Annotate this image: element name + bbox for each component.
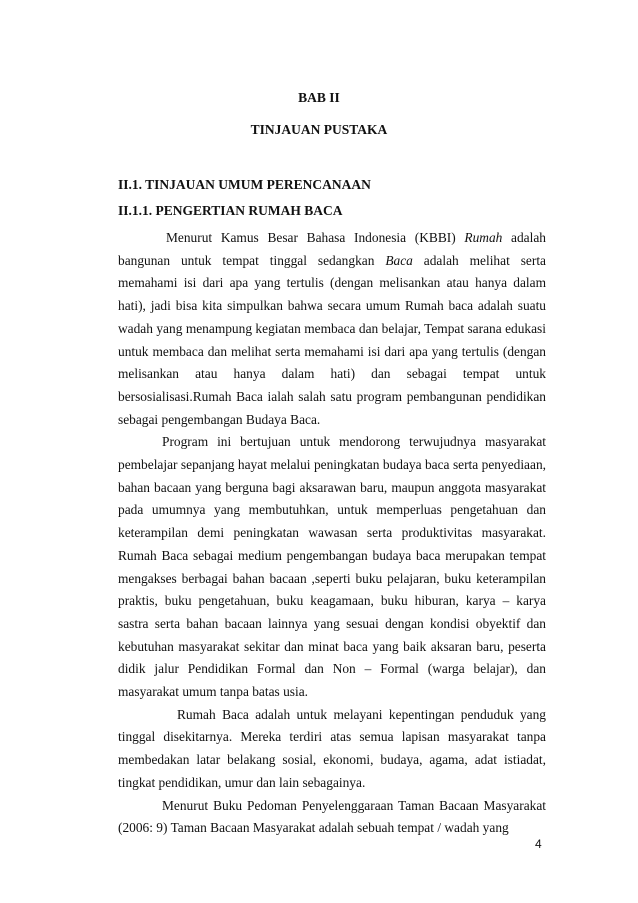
- paragraph-2: Program ini bertujuan untuk mendorong terwujudnya masyarakat pembelajar sepanjang hayat melalui peningkatan budaya baca serta penyediaan, bahan bacaan yang berguna bagi aksarawan baru, maupun anggota masyarakat pada umumnya yang membutuhkan, untuk memperluas pengetahuan dan keterampilan demi peningkatan wawasan serta produktivitas masyarakat. Rumah Baca sebagai medium pengembangan budaya baca merupakan tempat mengakses berbagai bahan bacaan ,seperti buku pelajaran, buku keterampilan praktis, buku pengetahuan, buku keagamaan, buku hiburan, karya – karya sastra serta bahan bacaan lainnya yang sesuai dengan kondisi obyektif dan kebutuhan masyarakat sekitar dan minat baca yang baik aksaran baru, peserta didik jalur Pendidikan Formal dan Non – Formal (warga belajar), dan masyarakat umum tanpa batas usia.: [118, 434, 546, 700]
- page-number: 4: [535, 837, 542, 851]
- term-baca: Baca: [385, 252, 413, 268]
- term-rumah: Rumah: [464, 230, 503, 245]
- subsection-heading: II.1.1. PENGERTIAN RUMAH BACA: [118, 203, 343, 218]
- paragraph-1: Menurut Kamus Besar Bahasa Indonesia (KBBI) Rumah adalah bangunan untuk tempat tinggal sedangkan Baca adalah melihat serta memahami isi dari apa yang tertulis (dengan melisankan atau hanya dalam hati), jadi bisa kita simpulkan bahwa secara umum Rumah baca adalah suatu wadah yang menampung kegiatan membaca dan belajar, Tempat sarana edukasi untuk membaca dan melihat serta memahami isi dari apa yang tertulis (dengan melisankan atau hanya dalam hati) dan sebagai tempat untuk bersosialisasi.Rumah Baca ialah salah satu program pembangunan pendidikan sebagai pengembangan Budaya Baca.: [118, 230, 546, 427]
- chapter-title: TINJAUAN PUSTAKA: [250, 122, 388, 137]
- paragraph-4: Menurut Buku Pedoman Penyelenggaraan Taman Bacaan Masyarakat (2006: 9) Taman Bacaan Masyarakat adalah sebuah tempat / wadah yang: [118, 797, 546, 836]
- paragraph-3: Rumah Baca adalah untuk melayani kepentingan penduduk yang tinggal disekitarnya. Mereka terdiri atas semua lapisan masyarakat tanpa membedakan latar belakang sosial, ekonomi, budaya, agama, adat istiadat, tingkat pendidikan, umur dan lain sebagainya.: [118, 706, 546, 790]
- body-text: [118, 227, 546, 840]
- chapter-label: BAB II: [298, 90, 340, 105]
- section-heading: II.1. TINJAUAN UMUM PERENCANAAN: [118, 177, 371, 192]
